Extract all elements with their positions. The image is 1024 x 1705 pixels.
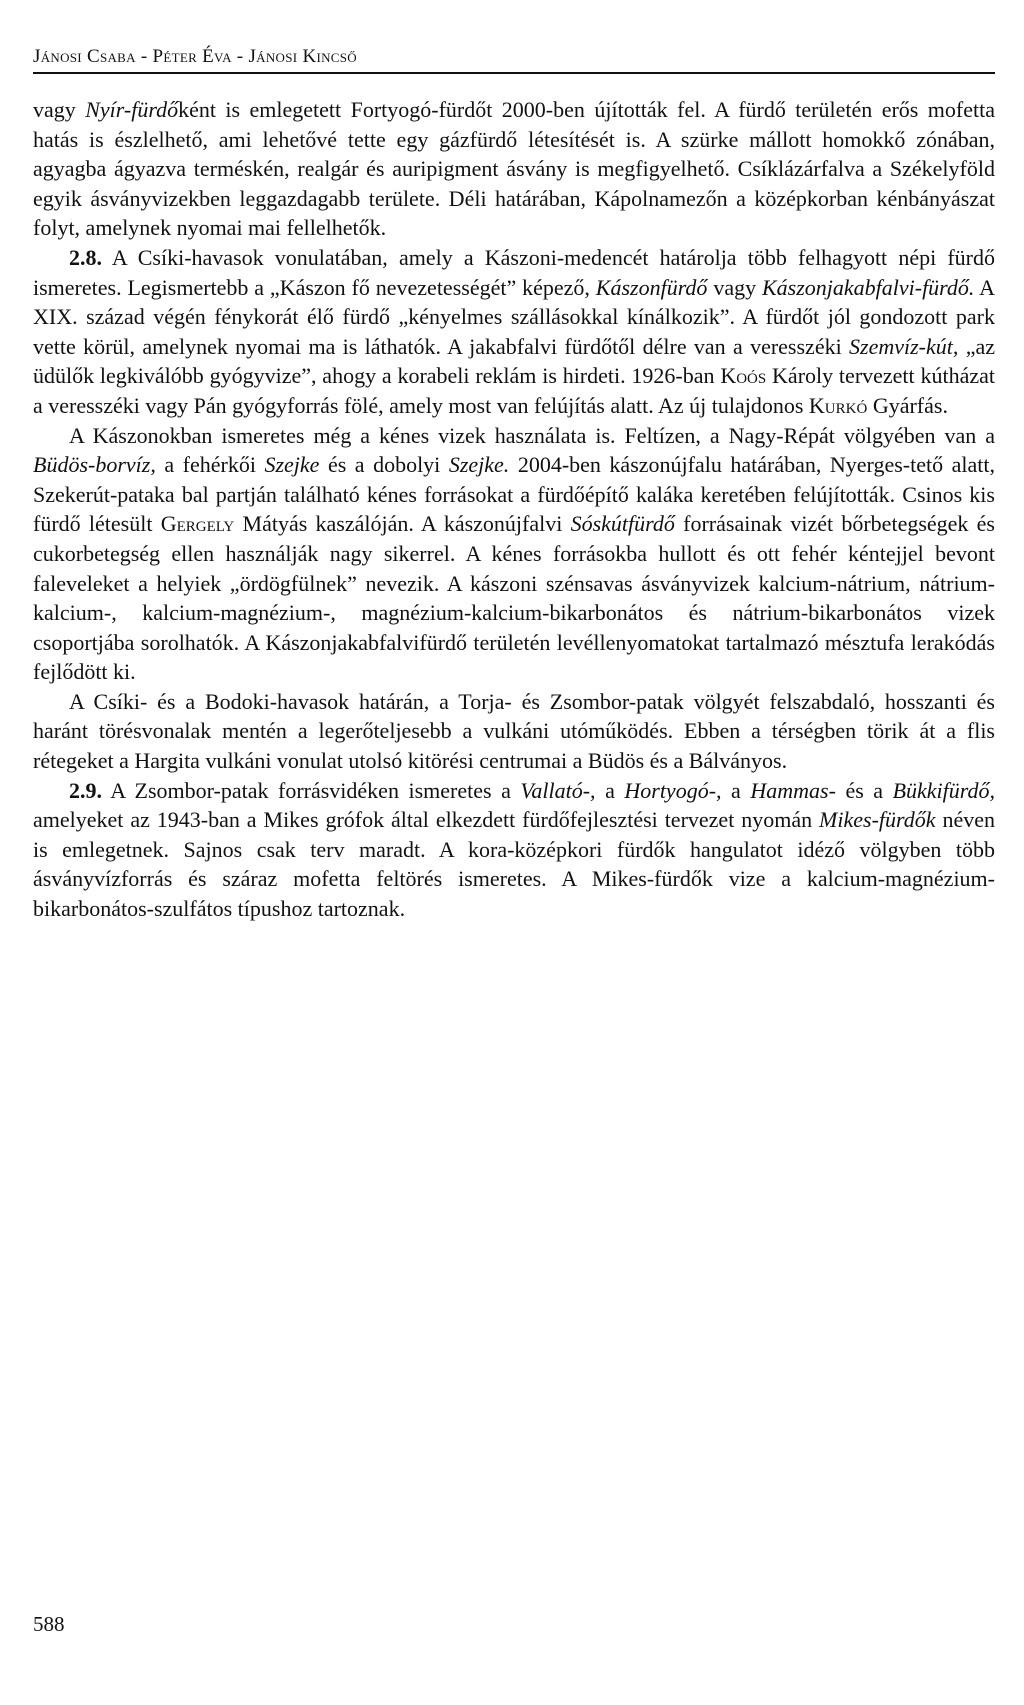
text-run: vagy <box>33 97 86 122</box>
text-run: Szejke <box>264 452 320 478</box>
text-run: Mátyás kaszálóján. A kászonújfalvi <box>234 511 571 537</box>
text-run: 2.9. <box>69 777 102 803</box>
body-text <box>33 95 995 924</box>
header-rule <box>33 72 995 74</box>
text-run: Bükkifürdő, <box>892 777 996 803</box>
text-run: Szemvíz-kút, <box>849 333 959 359</box>
paragraph <box>33 776 995 924</box>
text-run: 2.8. <box>69 244 102 270</box>
text-run: A Csíki- és a Bodoki-havasok határán, a Torja- és Zsombor-patak völgyét felszabdaló, hosszanti és haránt törésvonalak mentén a legerőteljesebb a vulkáni utóműködés. Ebben a térségben törik át a flis rétegeket a Hargita vulkáni vonulat utolsó kitörési centrumai a Büdös és a Bálványos. <box>33 688 995 774</box>
text-run: vagy <box>707 274 762 300</box>
text-run: Gergely <box>160 511 235 537</box>
paragraph <box>33 95 995 243</box>
text-run: Büdös-borvíz, <box>33 452 156 478</box>
text-run: Kászonfürdő <box>595 274 708 300</box>
text-run: ként is emlegetett Fortyogó-fürdőt 2000-ben újították fel. A fürdő területén erős mofetta hatás is észlelhető, ami lehetővé tette egy gázfürdő létesítését is. A szürke mállott homokkő zónában, agyagba ágyazva terméskén, realgár és auripigment ásvány is megfigyelhető. Csíklázárfalva a Székelyföld egyik ásványvizekben leggazdagabb területe. Déli határában, Kápolnamezőn a középkorban kénbányászat folyt, amelynek nyomai mai fellelhetők. <box>33 97 995 241</box>
text-run: A XIX. század végén fénykorát élő fürdő „kényelmes szállásokkal kínálkozik”. A fürdőt jól gondozott park vette körül, amelynek nyomai ma is láthatók. A jakabfalvi fürdőtől délre van a veresszéki <box>33 274 995 359</box>
text-run: és a dobolyi <box>319 452 449 478</box>
paragraph <box>33 421 995 687</box>
text-run: a fehérkői <box>155 452 265 478</box>
text-run: és a <box>835 777 893 803</box>
text-run: néven is emlegetnek. Sajnos csak terv maradt. A kora-középkori fürdők hangulatot idéző völgyben több ásványvízforrás és száraz mofetta feltörés ismeretes. A Mikes-fürdők vize a kalcium-magnézium-bikarbonátos-szulfátos típushoz tartoznak. <box>33 807 995 922</box>
paragraph <box>33 243 995 421</box>
text-run: Sóskútfürdő <box>570 511 675 537</box>
text-run: Szejke. <box>448 452 510 478</box>
text-run: Koós <box>720 363 767 389</box>
paragraph <box>33 687 995 776</box>
text-run: a <box>721 777 751 803</box>
text-run: Hammas- <box>750 777 836 803</box>
text-run: Kurkó <box>808 392 868 418</box>
text-run: „az üdülők legkiválóbb gyógyvize”, ahogy a korabeli reklám is hirdeti. 1926-ban <box>33 333 996 389</box>
text-run: Vallató-, <box>520 777 596 803</box>
text-run: forrásainak vizét bőrbetegségek és cukorbetegség ellen használják nagy sikerrel. A kénes forrásokba hullott és ott fehér kéntejjel bevont faleveleket a helyiek „ördögfülnek” nevezik. A kászoni szénsavas ásványvizek kalcium-nátrium, nátrium-kalcium-, kalcium-magnézium-, magnézium-kalcium-bikarbonátos és nátrium-bikarbonátos vizek csoportjába sorolhatók. A Kászonjakabfalvifürdő területén levéllenyomatokat tartalmazó mésztufa lerakódás fejlődött ki. <box>33 511 995 685</box>
text-run: amelyeket az 1943-ban a Mikes grófok által elkezdett fürdőfejlesztési tervezet nyomán <box>33 807 820 833</box>
text-run: 2004-ben kászonújfalu határában, Nyerges-tető alatt, Szekerút-pataka bal partján található kénes forrásokat a fürdőépítő kaláka keretében felújították. Csinos kis fürdő létesült <box>33 452 995 537</box>
text-run: a <box>595 777 625 803</box>
running-head: Jánosi Csaba - Péter Éva - Jánosi Kincső <box>33 46 357 67</box>
text-run: Mikes-fürdők <box>819 807 936 833</box>
text-run: A Zsombor-patak forrásvidéken ismeretes a <box>102 777 521 803</box>
page-number: 588 <box>33 1612 65 1636</box>
text-run: Gyárfás. <box>867 392 948 418</box>
text-run: Hortyogó-, <box>624 777 722 803</box>
text-run: A Kászonokban ismeretes még a kénes vizek használata is. Feltízen, a Nagy-Répát völgyében van a <box>69 422 995 448</box>
text-run: Kászonjakabfalvi-fürdő. <box>761 274 975 300</box>
text-run: A Csíki-havasok vonulatában, amely a Kászoni-medencét határolja több felhagyott népi fürdő ismeretes. Legismertebb a „Kászon fő nevezetességét” képező, <box>33 244 995 300</box>
text-run: Nyír-fürdő <box>85 97 179 122</box>
text-run: Károly tervezett kútházat a veresszéki vagy Pán gyógyforrás fölé, amely most van felújítás alatt. Az új tulajdonos <box>33 363 995 418</box>
